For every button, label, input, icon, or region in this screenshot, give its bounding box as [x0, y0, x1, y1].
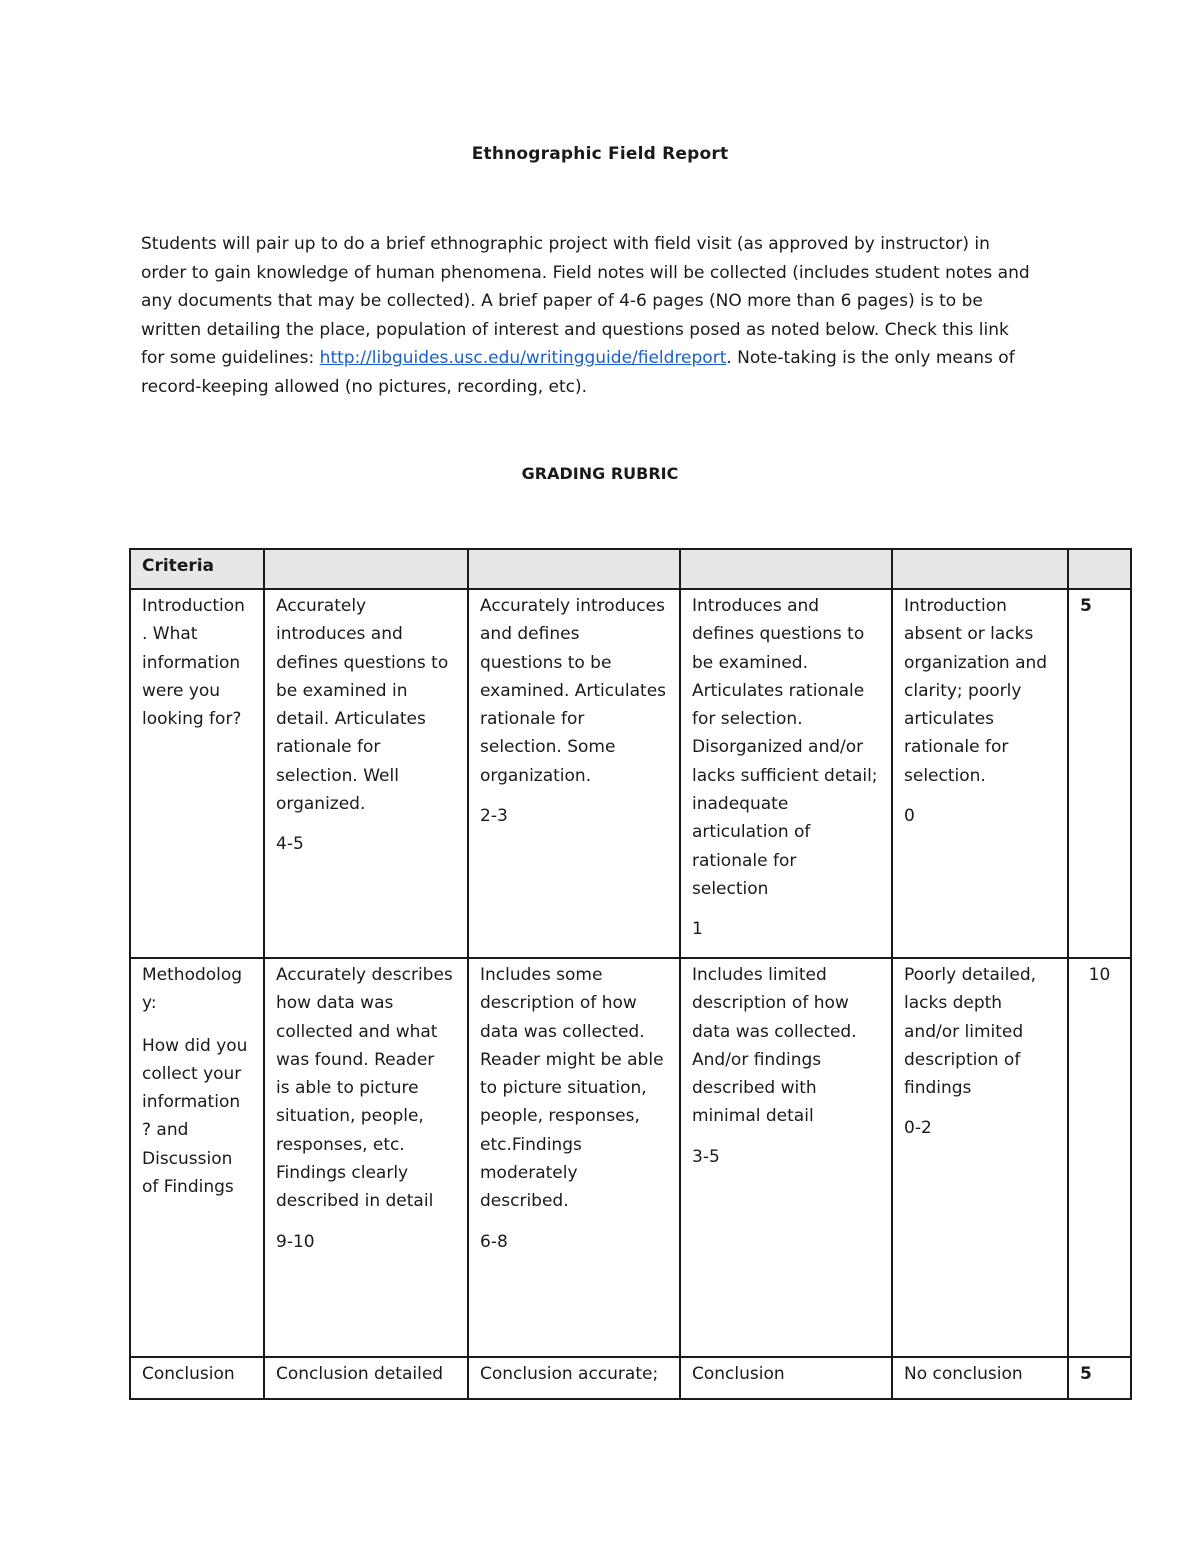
- description-line-with-link: [141, 344, 1081, 373]
- text-line: ? and: [142, 1120, 189, 1141]
- text-line: Introduction: [142, 596, 245, 616]
- link-suffix: . Note-taking is the only means of: [726, 348, 1015, 369]
- score-range: 3-5: [692, 1146, 720, 1167]
- max-points: 10: [1068, 958, 1131, 1357]
- score-range: 6-8: [480, 1231, 508, 1252]
- text-line: absent or lacks: [904, 624, 1034, 645]
- text-line: data was collected.: [692, 1021, 857, 1042]
- rubric-row-introduction: [130, 589, 1131, 958]
- text-line: how data was: [276, 993, 394, 1014]
- header-cell: [1068, 549, 1131, 589]
- text-line: and defines: [480, 624, 580, 645]
- text-line: description of how: [692, 993, 849, 1014]
- text-line: defines questions to: [276, 652, 449, 673]
- text-line: moderately: [480, 1163, 578, 1184]
- rubric-header-row: [130, 549, 1131, 589]
- text-line: were you: [142, 680, 221, 701]
- text-line: Reader might be able: [480, 1049, 664, 1070]
- text-line: . What: [142, 624, 198, 645]
- level-cell: [892, 958, 1068, 1357]
- text-line: questions to be: [480, 652, 612, 673]
- text-line: Accurately introduces: [480, 596, 665, 616]
- text-line: described.: [480, 1191, 569, 1212]
- criteria-cell: [130, 958, 264, 1357]
- level-cell: [680, 958, 892, 1357]
- rubric-title: GRADING RUBRIC: [521, 464, 679, 483]
- text-line: was found. Reader: [276, 1049, 435, 1070]
- text-line: minimal detail: [692, 1106, 814, 1127]
- text-line: rationale for: [692, 850, 797, 871]
- text-line: y:: [142, 993, 157, 1014]
- text-line: articulates: [904, 709, 995, 730]
- level-cell: Conclusion: [680, 1357, 892, 1399]
- score-range: 0: [904, 806, 915, 827]
- description-line: any documents that may be collected). A brief paper of 4-6 pages (NO more than 6 pages) is to be: [141, 291, 983, 312]
- text-line: clarity; poorly: [904, 680, 1022, 701]
- text-line: selection: [692, 878, 769, 899]
- text-line: be examined.: [692, 652, 809, 673]
- score-range: 9-10: [276, 1231, 315, 1252]
- text-line: Methodolog: [142, 965, 243, 985]
- text-line: for selection.: [692, 709, 803, 730]
- link-prefix: for some guidelines:: [141, 348, 320, 369]
- level-cell: [468, 589, 680, 958]
- score-range: 1: [692, 919, 703, 940]
- text-line: described in detail: [276, 1191, 434, 1212]
- description-line: order to gain knowledge of human phenomena. Field notes will be collected (includes student notes and: [141, 262, 1030, 283]
- text-line: of Findings: [142, 1177, 234, 1198]
- text-line: Includes some: [480, 965, 603, 985]
- text-line: selection. Some: [480, 737, 616, 758]
- text-line: description of how: [480, 993, 637, 1014]
- level-cell: Conclusion accurate;: [468, 1357, 680, 1399]
- rubric-row-conclusion: [130, 1357, 1131, 1399]
- text-line: selection.: [904, 765, 986, 786]
- level-cell: [264, 958, 468, 1357]
- text-line: Accurately describes: [276, 965, 453, 985]
- level-cell: [680, 589, 892, 958]
- header-cell: [680, 549, 892, 589]
- level-cell: No conclusion: [892, 1357, 1068, 1399]
- text-line: rationale for: [904, 737, 1009, 758]
- description-line: record-keeping allowed (no pictures, recording, etc).: [141, 376, 588, 397]
- text-line: description of: [904, 1049, 1021, 1070]
- text-line: Discussion: [142, 1148, 233, 1169]
- text-line: articulation of: [692, 822, 811, 843]
- text-line: detail. Articulates: [276, 709, 426, 730]
- page-title: Ethnographic Field Report: [471, 144, 729, 164]
- guidelines-link[interactable]: http://libguides.usc.edu/writingguide/fieldreport: [319, 348, 727, 369]
- criteria-cell: [130, 589, 264, 958]
- text-line: Articulates rationale: [692, 680, 865, 701]
- text-line: data was collected.: [480, 1021, 645, 1042]
- description-line: written detailing the place, population of interest and questions posed as noted below. Check this link: [141, 319, 1009, 340]
- level-cell: [468, 958, 680, 1357]
- text-line: Findings clearly: [276, 1163, 409, 1184]
- text-line: organized.: [276, 794, 366, 815]
- text-line: to picture situation,: [480, 1078, 647, 1099]
- text-line: Poorly detailed,: [904, 965, 1037, 985]
- score-range: 0-2: [904, 1118, 932, 1139]
- level-cell: [264, 589, 468, 958]
- text-line: findings: [904, 1078, 972, 1099]
- text-line: rationale for: [276, 737, 381, 758]
- text-line: collected and what: [276, 1021, 438, 1042]
- text-line: defines questions to: [692, 624, 865, 645]
- criteria-cell: Conclusion: [130, 1357, 264, 1399]
- text-line: is able to picture: [276, 1078, 419, 1099]
- text-line: and/or limited: [904, 1021, 1024, 1042]
- text-line: organization and: [904, 652, 1048, 673]
- grading-rubric-table: [129, 548, 1132, 1400]
- description-line: Students will pair up to do a brief ethnographic project with field visit (as approved by instructor) in: [141, 234, 990, 254]
- text-line: And/or findings: [692, 1049, 822, 1070]
- text-line: Disorganized and/or: [692, 737, 864, 758]
- text-line: organization.: [480, 765, 592, 786]
- text-line: information: [142, 652, 241, 673]
- text-line: Includes limited: [692, 965, 827, 985]
- text-line: etc.Findings: [480, 1134, 582, 1155]
- text-line: situation, people,: [276, 1106, 424, 1127]
- text-line: collect your: [142, 1063, 242, 1084]
- text-line: rationale for: [480, 709, 585, 730]
- text-line: selection. Well: [276, 765, 399, 786]
- header-cell: [264, 549, 468, 589]
- max-points: 5: [1068, 589, 1131, 958]
- text-line: be examined in: [276, 680, 408, 701]
- text-line: examined. Articulates: [480, 680, 667, 701]
- text-line: Introduction: [904, 596, 1007, 616]
- text-line: looking for?: [142, 709, 242, 730]
- text-line: introduces and: [276, 624, 403, 645]
- level-cell: Conclusion detailed: [264, 1357, 468, 1399]
- assignment-description: [141, 230, 1081, 402]
- text-line: How did you: [142, 1035, 248, 1056]
- text-line: responses, etc.: [276, 1134, 405, 1155]
- text-line: inadequate: [692, 794, 789, 815]
- header-criteria: Criteria: [130, 549, 264, 589]
- rubric-row-methodology: [130, 958, 1131, 1357]
- score-range: 4-5: [276, 834, 304, 855]
- text-line: Introduces and: [692, 596, 820, 616]
- text-line: lacks depth: [904, 993, 1003, 1014]
- header-cell: [892, 549, 1068, 589]
- max-points: 5: [1068, 1357, 1131, 1399]
- level-cell: [892, 589, 1068, 958]
- text-line: Accurately: [276, 596, 367, 616]
- text-line: information: [142, 1092, 241, 1113]
- text-line: described with: [692, 1078, 817, 1099]
- text-line: people, responses,: [480, 1106, 640, 1127]
- text-line: lacks sufficient detail;: [692, 765, 878, 786]
- score-range: 2-3: [480, 806, 508, 827]
- header-cell: [468, 549, 680, 589]
